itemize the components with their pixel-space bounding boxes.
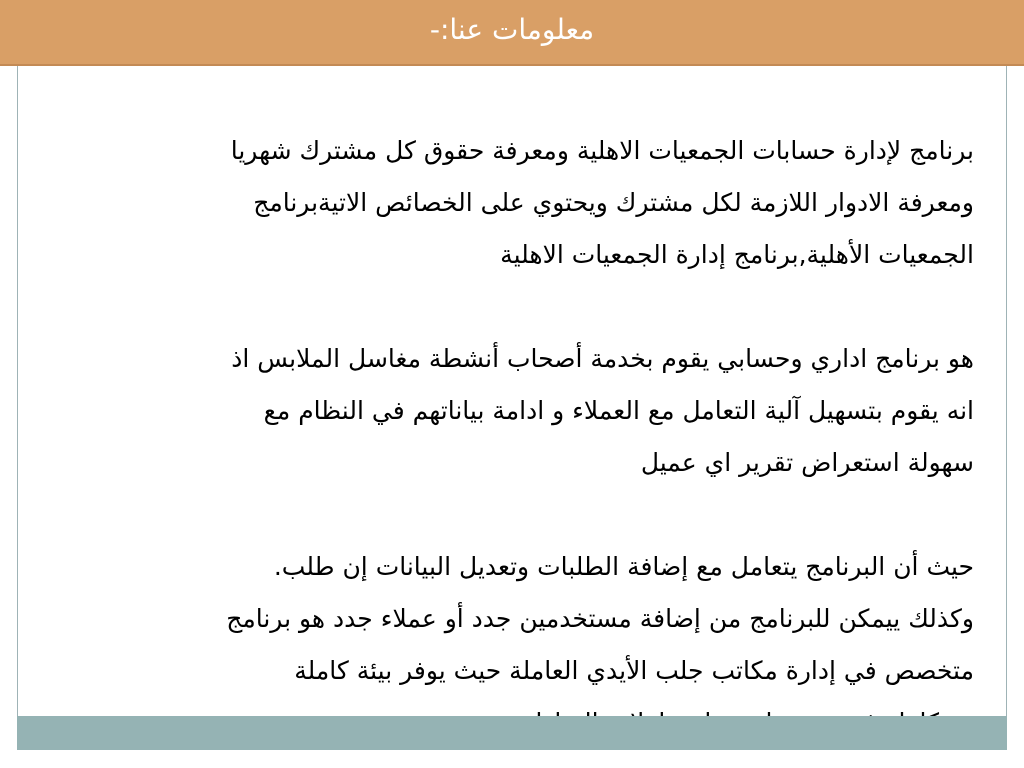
paragraph-line: متخصص في إدارة مكاتب جلب الأيدي العاملة حيث يوفر بيئة كاملة <box>294 656 974 685</box>
paragraph-line: هو برنامج اداري وحسابي يقوم بخدمة أصحاب أنشطة مغاسل الملابس اذ <box>231 344 974 373</box>
paragraph-1 <box>52 125 974 281</box>
paragraph-line: ومعرفة الادوار اللازمة لكل مشترك ويحتوي على الخصائص الاتيةبرنامج <box>253 188 974 217</box>
title-bar <box>0 0 1024 66</box>
footer-bar <box>17 716 1007 750</box>
paragraph-line: انه يقوم بتسهيل آلية التعامل مع العملاء و ادامة بياناتهم في النظام مع <box>263 396 974 425</box>
paragraph-line: وكذلك ييمكن للبرنامج من إضافة مستخدمين جدد أو عملاء جدد هو برنامج <box>226 604 974 633</box>
slide-title: معلومات عنا:- <box>429 13 595 46</box>
paragraph-line: الجمعيات الأهلية,برنامج إدارة الجمعيات الاهلية <box>500 240 974 269</box>
body-text <box>52 125 974 749</box>
paragraph-spacer <box>52 281 974 333</box>
paragraph-line: سهولة استعراض تقرير اي عميل <box>640 448 974 477</box>
paragraph-line: برنامج لإدارة حسابات الجمعيات الاهلية ومعرفة حقوق كل مشترك شهريا <box>230 136 974 165</box>
paragraph-line: حيث أن البرنامج يتعامل مع إضافة الطلبات وتعديل البيانات إن طلب. <box>273 552 974 581</box>
paragraph-2 <box>52 333 974 489</box>
paragraph-spacer <box>52 489 974 541</box>
